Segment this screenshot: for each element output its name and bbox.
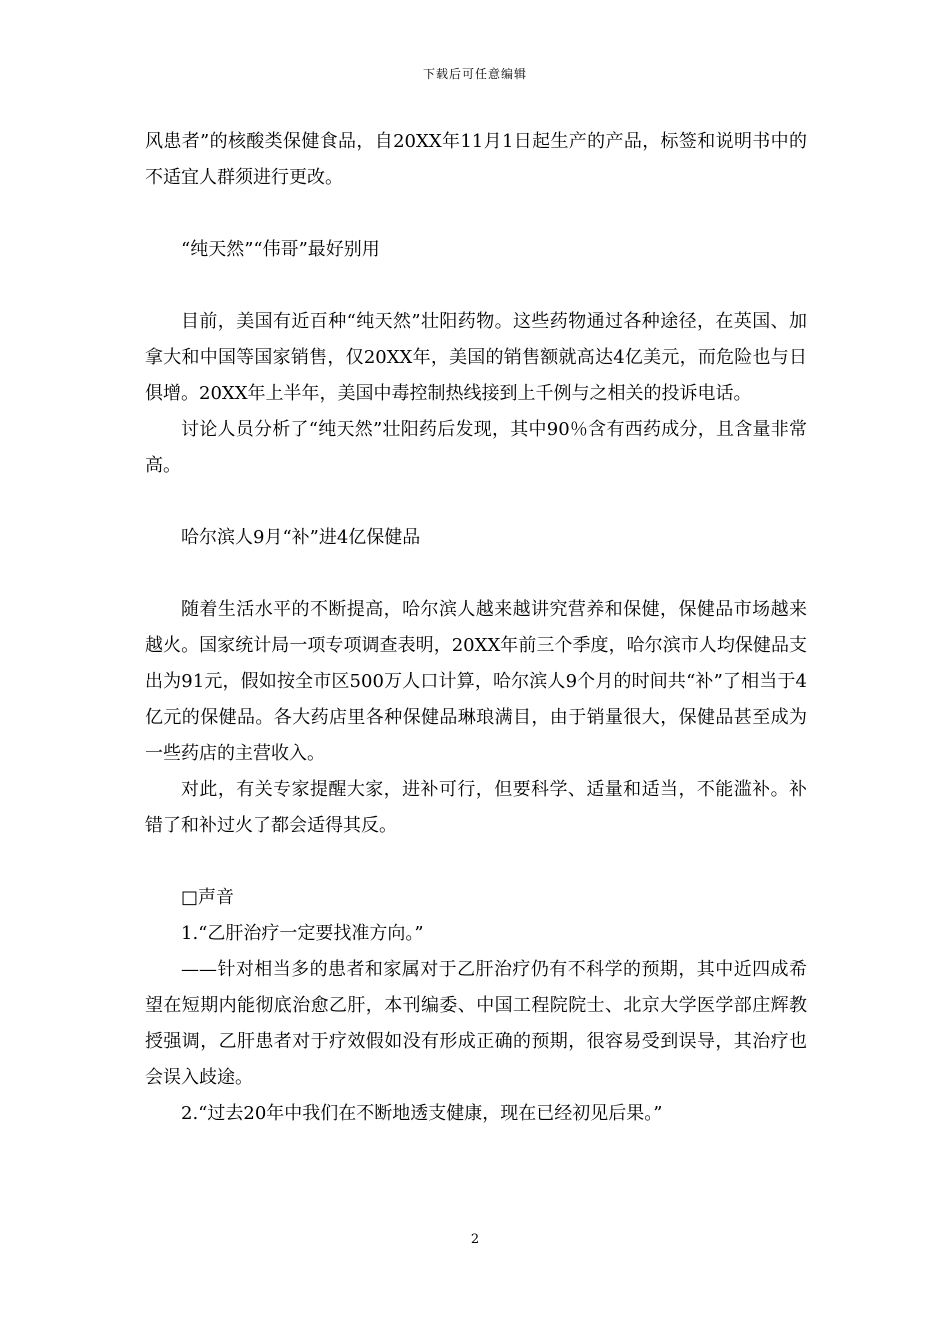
paragraph-research-finding: 讨论人员分析了“纯天然”壮阳药后发现，其中90％含有西药成分，且含量非常高。 [145,419,807,476]
quote-explanation-1: ——针对相当多的患者和家属对于乙肝治疗仍有不科学的预期，其中近四成希望在短期内能彻底治愈乙肝，本刊编委、中国工程院院士、北京大学医学部庄辉教授强调，乙肝患者对于疗效假如没有形成正确的预期，很容易受到误导，其治疗也会误入歧途。 [145,959,807,1088]
section-heading-harbin: 哈尔滨人9月“补”进4亿保健品 [181,527,421,548]
paragraph-gap [145,484,807,520]
section-heading-voices: □声音 [181,887,235,908]
paragraph-expert-advice: 对此，有关专家提醒大家，进补可行，但要科学、适量和适当，不能滥补。补错了和补过火了都会适得其反。 [145,779,807,836]
document-body [145,124,807,1132]
paragraph-gap [145,844,807,880]
paragraph-gap [145,556,807,592]
paragraph-continuation: 风患者”的核酸类保健食品，自20XX年11月1日起生产的产品，标签和说明书中的不适宜人群须进行更改。 [145,131,807,188]
paragraph-us-natural-drugs: 目前，美国有近百种“纯天然”壮阳药物。这些药物通过各种途径，在英国、加拿大和中国等国家销售，仅20XX年，美国的销售额就高达4亿美元，而危险也与日俱增。20XX年上半年，美国中毒控制热线接到上千例与之相关的投诉电话。 [145,311,807,404]
page-number: 2 [470,1232,480,1247]
paragraph-harbin-health-products: 随着生活水平的不断提高，哈尔滨人越来越讲究营养和保健，保健品市场越来越火。国家统计局一项专项调查表明，20XX年前三个季度，哈尔滨市人均保健品支出为91元，假如按全市区500万人口计算，哈尔滨人9个月的时间共“补”了相当于4亿元的保健品。各大药店里各种保健品琳琅满目，由于销量很大，保健品甚至成为一些药店的主营收入。 [145,599,807,764]
quote-item-2: 2.“过去20年中我们在不断地透支健康，现在已经初见后果。” [181,1103,663,1124]
section-heading-natural-viagra: “纯天然”“伟哥”最好别用 [181,239,380,260]
quote-item-1: 1.“乙肝治疗一定要找准方向。” [181,923,424,944]
page-header: 下载后可任意编辑 [422,67,527,81]
paragraph-gap [145,196,807,232]
paragraph-gap [145,268,807,304]
